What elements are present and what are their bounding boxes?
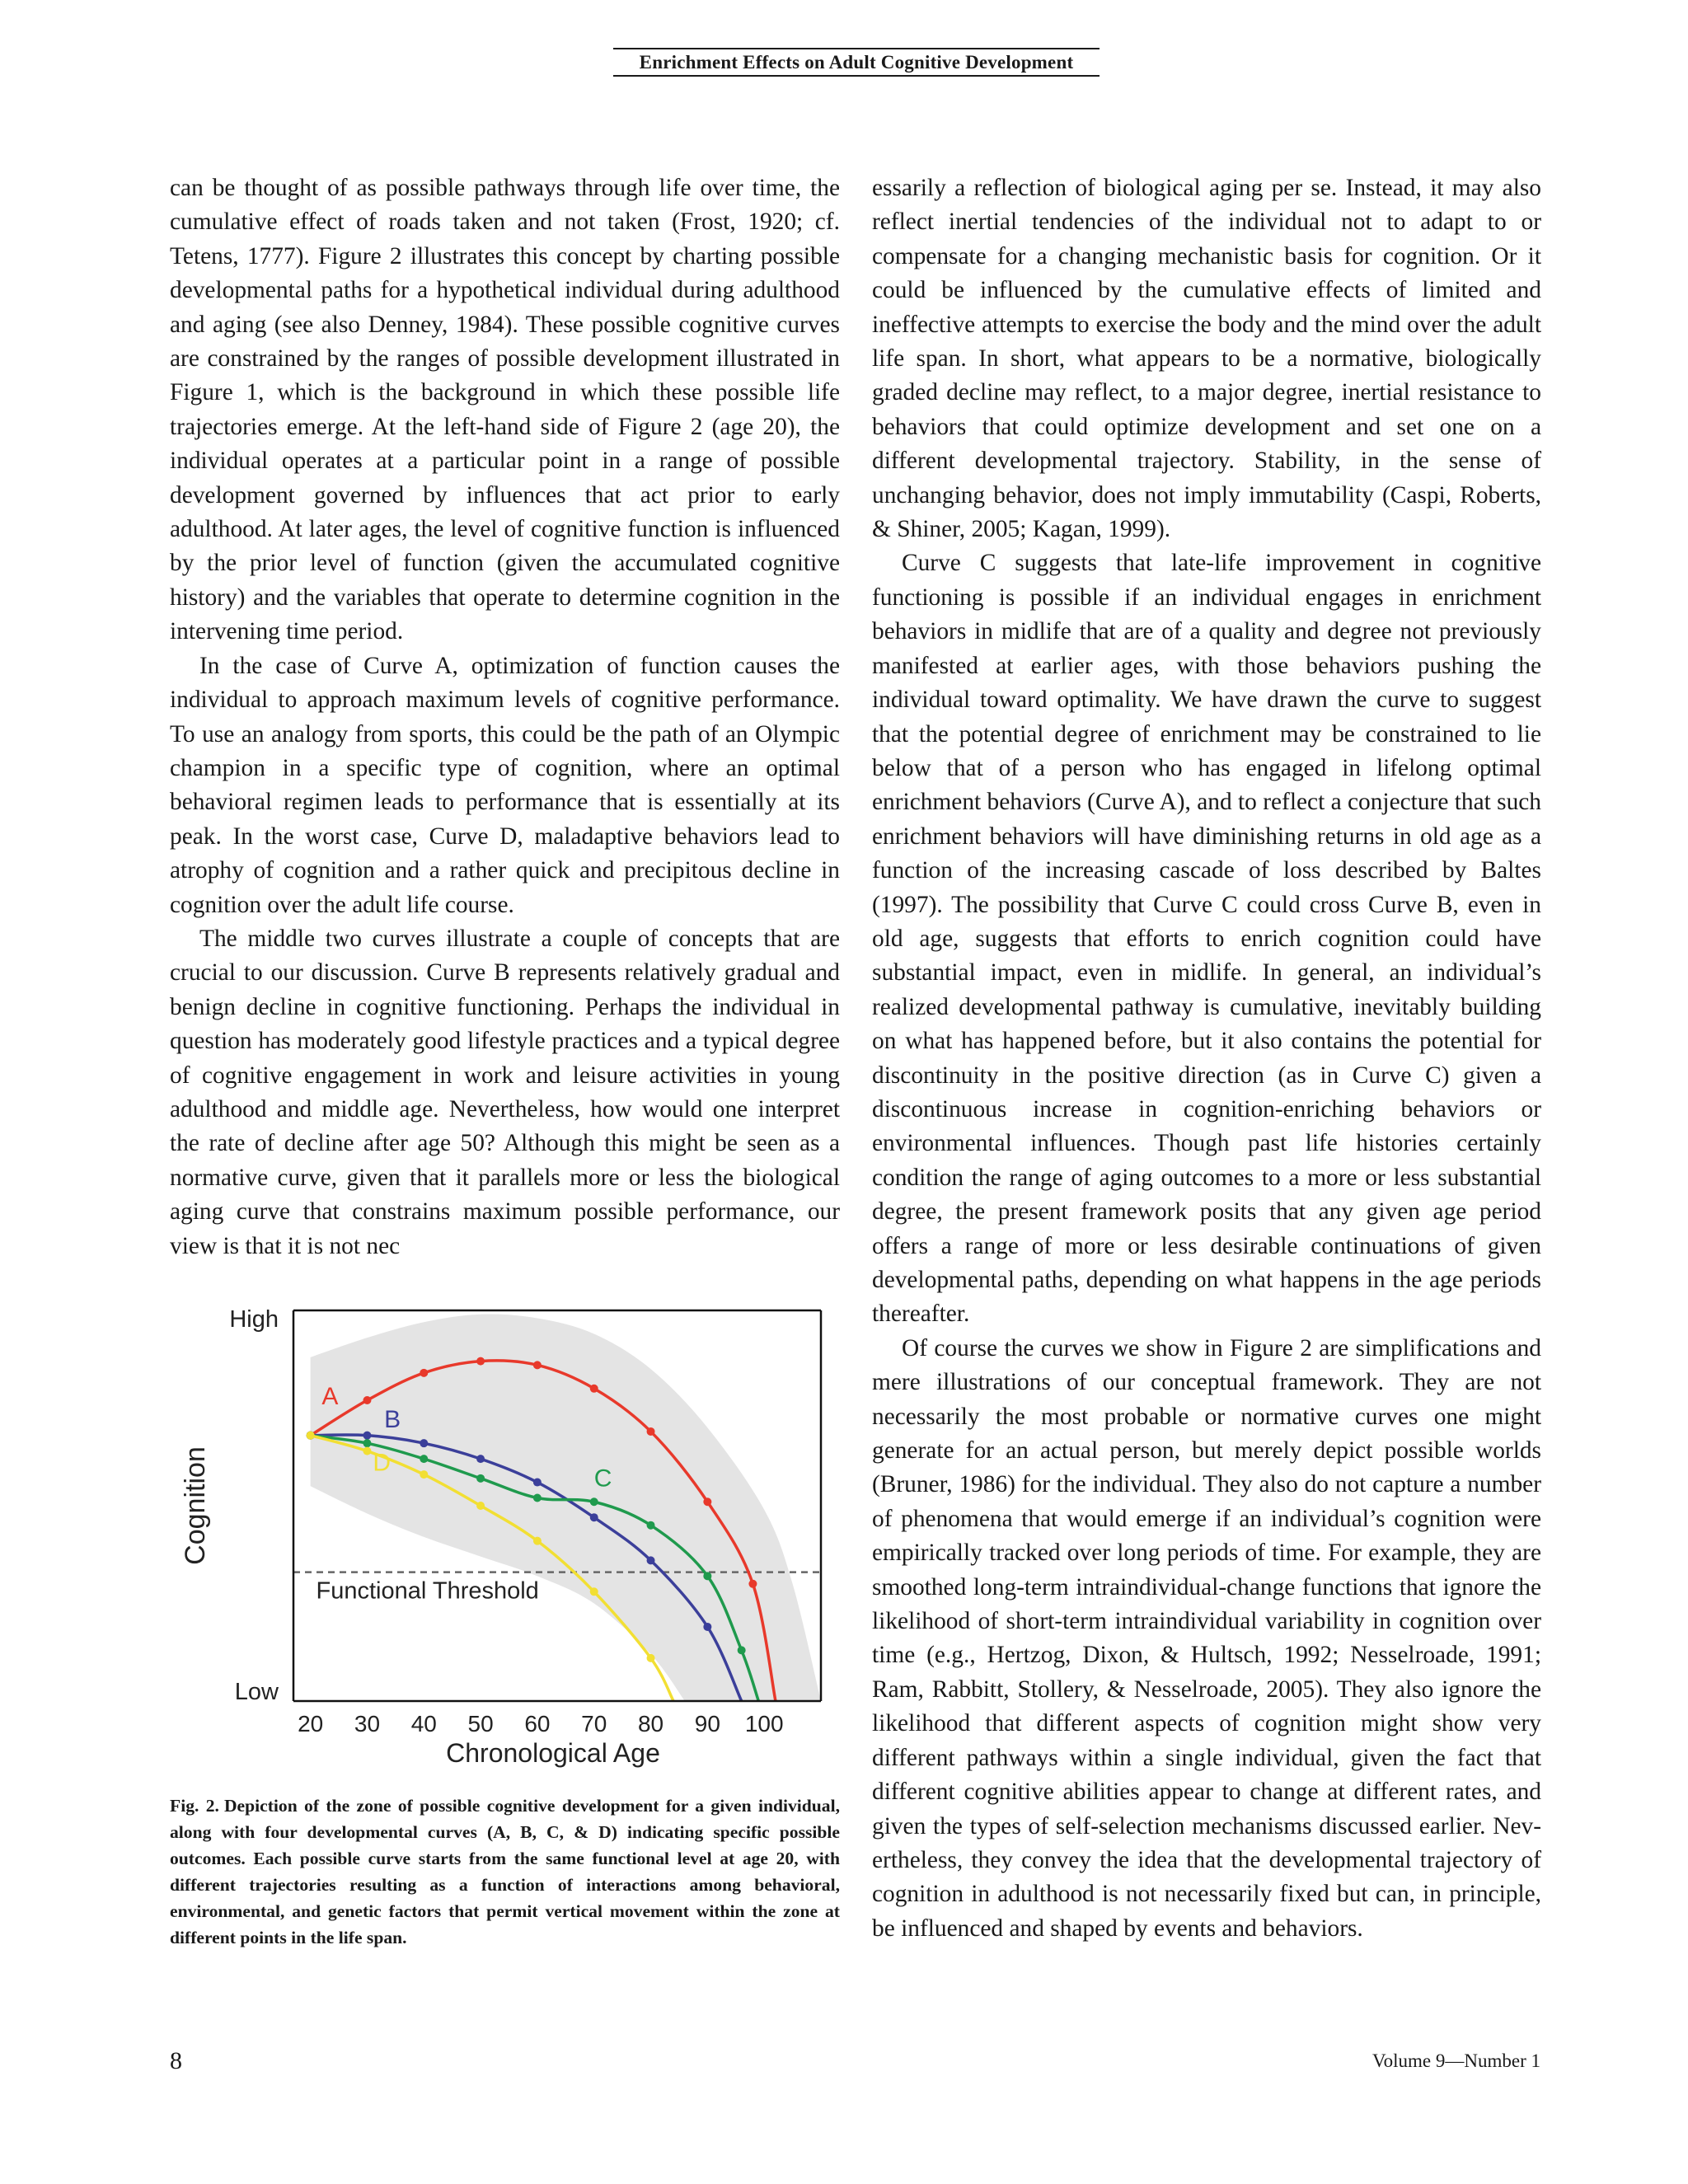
curve-b-point bbox=[363, 1432, 371, 1440]
page-number: 8 bbox=[170, 2047, 182, 2074]
paragraph: The middle two curves illustrate a couple of concepts that are crucial to our discussion. Curve B represents relatively gradual and benign decline in cognitive functioning. Perhaps the individual in question has moderately good lifestyle practices and a typical degree of cognitive engagement in work and leisure activities in young adulthood and middle age. Nevertheless, how would one interpret the rate of decline after age 50? Although this might be seen as a normative curve, given that it parallels more or less the biological aging curve that constrains maximum possible performance, our view is that it is not nec bbox=[170, 925, 840, 1259]
x-tick-label: 30 bbox=[354, 1711, 381, 1736]
y-tick-low: Low bbox=[234, 1679, 279, 1705]
paragraph: Curve C suggests that late-life improvement in cognitive functioning is possible if an individual engages in enrichment behaviors in midlife that are of a quality and degree not previously manifested at earlier ages, with those behaviors pushing the individual toward optimality. We have drawn the curve to suggest that the potential degree of enrichment may be constrained to lie below that of a person who has engaged in lifelong optimal enrichment behaviors (Curve A), and to reflect a conjecture that such enrichment behaviors will have diminishing returns in old age as a function of the increasing cascade of loss described by Baltes (1997). The possibility that Curve C could cross Curve B, even in old age, suggests that efforts to enrich cognition could have substantial impact, even in midlife. In general, an individual’s realized developmental pathway is cumulative, inevitably building on what has happened before, but it also contains the potential for discontinuity in the positive direction (as in Curve C) given a discontinuous increase in cognition-enriching behaviors or environmental influences. Though past life histories certainly condition the range of aging outcomes to a more or less substantial degree, the present framework posits that any given age period offers a range of more or less desirable continuations of given developmental paths, depending on what happens in the age periods thereafter. bbox=[872, 550, 1542, 1328]
curve-d-point bbox=[363, 1447, 371, 1455]
right-column bbox=[872, 171, 1541, 1946]
curve-d-point bbox=[307, 1432, 315, 1440]
figure-label: Fig. 2. bbox=[170, 1796, 219, 1816]
paragraph: essarily a reflection of biological aging per se. Instead, it may also reflect inertial tendencies of the individual not to adapt to or compensate for a changing mechanistic basis for cognition. Or it could be influenced by the cumulative effects of limited and ineffective attempts to exercise the body and the mind over the adult life span. In short, what appears to be a normative, biologically graded decline may reflect, to a major degree, inertial resistance to behaviors that could optimize development and set one on a different developmental trajectory. Stability, in the sense of unchanging behavior, does not imply immutability (Caspi, Roberts, & Shiner, 2005; Kagan, 1999). bbox=[872, 175, 1541, 543]
development-zone bbox=[311, 1315, 821, 1701]
curve-d-point bbox=[476, 1502, 485, 1510]
y-tick-high: High bbox=[229, 1306, 279, 1333]
x-tick-label: 80 bbox=[637, 1711, 664, 1736]
x-tick-label: 60 bbox=[524, 1711, 551, 1736]
curve-c-point bbox=[703, 1572, 711, 1580]
curve-b-label: B bbox=[384, 1406, 401, 1434]
x-tick-label: 100 bbox=[744, 1711, 784, 1736]
curve-a-point bbox=[533, 1361, 542, 1369]
curve-b-point bbox=[476, 1455, 485, 1463]
functional-threshold-label: Functional Threshold bbox=[316, 1577, 539, 1605]
curve-a-label: A bbox=[321, 1382, 339, 1410]
curve-a-point bbox=[703, 1497, 711, 1506]
curve-a-point bbox=[363, 1396, 371, 1404]
curve-b-point bbox=[590, 1513, 598, 1521]
y-axis-label: Cognition bbox=[180, 1446, 211, 1565]
curve-a-point bbox=[647, 1427, 655, 1436]
x-tick-label: 70 bbox=[581, 1711, 607, 1736]
figure-caption bbox=[170, 1793, 840, 1951]
curve-a-point bbox=[420, 1369, 428, 1377]
caption-text: Depiction of the zone of possible cognitive development for a given individual, along with four developmental curves (A, B, C, & D) indicating specific possible outcomes. Each possible curve starts from the same functional level at age 20, with different trajectories resulting as a function of interactions among behavioral, environmental, and genetic factors that permit vertical movement within the zone at different points in the life span. bbox=[170, 1796, 840, 1947]
curve-c-point bbox=[533, 1494, 542, 1502]
curve-c-point bbox=[363, 1439, 371, 1447]
running-head: Enrichment Effects on Adult Cognitive Development bbox=[613, 48, 1100, 77]
curve-c-point bbox=[476, 1474, 485, 1483]
curve-a-point bbox=[476, 1357, 485, 1366]
curve-d-point bbox=[420, 1470, 428, 1479]
curve-c-point bbox=[590, 1497, 598, 1506]
paragraph: Of course the curves we show in Figure 2 are simplifications and mere illustrations of our conceptual framework. They are not necessarily the most probable or normative curves one might generate for an actual person, but merely depict possible worlds (Bruner, 1986) for the individual. They also do not capture a number of phenomena that would emerge if an individual’s cognition were empirically tracked over long periods of time. For example, they are smoothed long-term intraindividual-change functions that ignore the likelihood of short-term intraindividual variability in cognition over time (e.g., Hertzog, Dixon, & Hultsch, 1992; Nesselroade, 1991; Ram, Rabbitt, Stollery, & Nesselroade, 2005). They also ignore the likelihood that different aspects of cognition might show very different pathways within a single individual, given the fact that different cognitive abilities appear to change at different rates, and given the types of self-selection mechanisms discussed earlier. Nevertheless, they convey the idea that the developmental trajectory of cognition in adulthood is not necessarily fixed but can, in principle, be influenced and shaped by events and behaviors. bbox=[872, 1334, 1541, 1942]
left-column bbox=[170, 171, 840, 1263]
curve-d-point bbox=[533, 1537, 542, 1545]
curve-a-point bbox=[748, 1580, 757, 1588]
curve-c-point bbox=[738, 1646, 746, 1654]
x-tick-label: 20 bbox=[298, 1711, 324, 1736]
curve-b-point bbox=[533, 1479, 542, 1487]
volume-info: Volume 9—Number 1 bbox=[1372, 2050, 1540, 2071]
curve-d-point bbox=[647, 1654, 655, 1662]
curve-b-point bbox=[420, 1439, 428, 1447]
curve-a-point bbox=[590, 1385, 598, 1393]
curve-d-point bbox=[590, 1587, 598, 1596]
x-tick-label: 90 bbox=[694, 1711, 720, 1736]
x-tick-label: 50 bbox=[467, 1711, 494, 1736]
curve-b-point bbox=[647, 1556, 655, 1564]
curve-c-point bbox=[420, 1455, 428, 1463]
paragraph: In the case of Curve A, optimization of function causes the individual to approach maximum levels of cognitive performance. To use an analogy from sports, this could be the path of an Olympic champion in a specific type of cognition, where an optimal behavioral regimen leads to performance that is essentially at its peak. In the worst case, Curve D, maladaptive behaviors lead to atrophy of cognition and a rather quick and precipitous decline in cognition over the adult life course. bbox=[170, 652, 840, 918]
curve-d-label: D bbox=[373, 1449, 392, 1477]
figure-2 bbox=[170, 1292, 840, 1768]
curve-c-label: C bbox=[593, 1465, 612, 1493]
x-tick-label: 40 bbox=[410, 1711, 437, 1736]
curve-c-point bbox=[647, 1521, 655, 1530]
x-axis-label: Chronological Age bbox=[446, 1738, 660, 1768]
paragraph: can be thought of as possible pathways through life over time, the cumulative effect of roads taken and not taken (Frost, 1920; cf. Tetens, 1777). Figure 2 illustrates this concept by charting possible developmental paths for a hypothetical individual during adulthood and aging (see also Denney, 1984). These possible cognitive curves are constrained by the ranges of possible development illustrated in Figure 1, which is the background in which these possible life trajectories emerge. At the left-hand side of Figure 2 (age 20), the individual operates at a particular point in a range of possible development governed by influences that act prior to early adulthood. At later ages, the level of cognitive function is influenced by the prior level of function (given the accumulated cognitive history) and the variables that operate to determine cognition in the intervening time period. bbox=[170, 175, 840, 645]
development-chart bbox=[170, 1292, 840, 1768]
curve-b-point bbox=[703, 1623, 711, 1631]
